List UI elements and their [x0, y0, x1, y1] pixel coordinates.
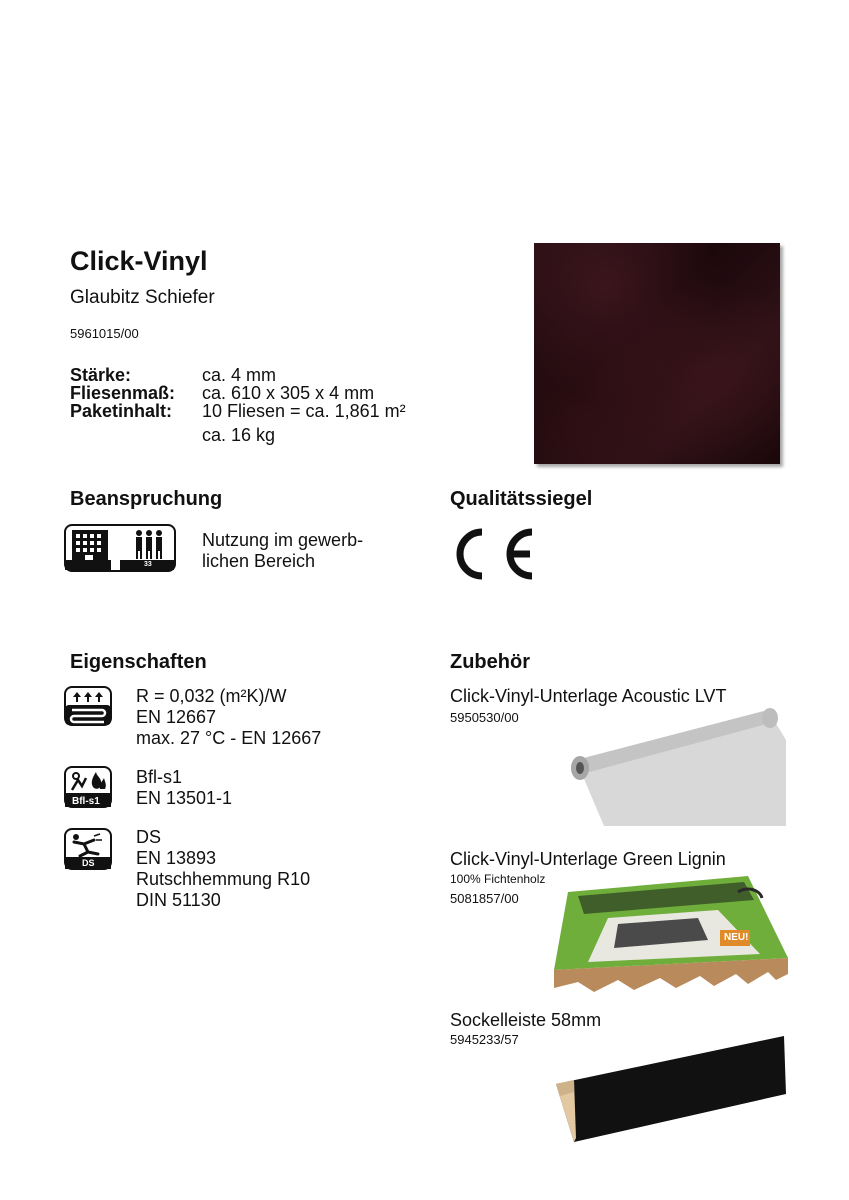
heating-properties: [136, 686, 321, 749]
spec-value: ca. 610 x 305 x 4 mm: [202, 383, 375, 403]
fire-class-icon-label: Bfl-s1: [72, 796, 100, 807]
eigenschaften-heading: Eigenschaften: [70, 651, 207, 673]
slip-icon-label: DS: [82, 858, 95, 868]
spec-value: ca. 4 mm: [202, 365, 277, 385]
accessory-name: Click-Vinyl-Unterlage Green Lignin: [450, 849, 726, 869]
spec-weight: ca. 16 kg: [202, 425, 276, 445]
spec-label: Paketinhalt:: [70, 401, 173, 421]
product-title: Click-Vinyl: [70, 246, 208, 276]
beanspruchung-line-2: lichen Bereich: [202, 551, 316, 571]
underfloor-heating-icon: [64, 686, 112, 722]
property-line: Bfl-s1: [136, 767, 183, 787]
accessory-number: 5081857/00: [450, 891, 519, 906]
beanspruchung-line-1: Nutzung im gewerb-: [202, 530, 364, 550]
accessory-number: 5945233/57: [450, 1032, 519, 1047]
underlay-roll-image: [560, 700, 786, 830]
accessory-number: 5950530/00: [450, 710, 519, 725]
usage-class-icon: [64, 524, 176, 572]
beanspruchung-heading: Beanspruchung: [70, 488, 223, 510]
fire-properties: [136, 767, 232, 809]
spec-value: 10 Fliesen = ca. 1,861 m²: [202, 401, 406, 421]
zubehoer-heading: Zubehör: [450, 651, 530, 673]
property-line: EN 13893: [136, 848, 217, 868]
accessory-note: 100% Fichtenholz: [450, 872, 546, 886]
usage-class-number: 33: [144, 561, 152, 568]
accessory-name: Click-Vinyl-Unterlage Acoustic LVT: [450, 686, 727, 706]
spec-label: Fliesenmaß:: [70, 383, 176, 403]
beanspruchung-text: [202, 530, 363, 572]
property-line: max. 27 °C - EN 12667: [136, 728, 322, 748]
product-swatch-image: [534, 243, 780, 464]
package-badge: NEU!: [724, 932, 749, 943]
ce-mark-icon: [444, 524, 536, 584]
fire-class-icon: [64, 766, 112, 807]
slip-properties: [136, 827, 310, 911]
spec-row-package: [70, 402, 406, 420]
property-line: Rutschhemmung R10: [136, 869, 311, 889]
property-line: DIN 51130: [136, 890, 221, 910]
property-line: EN 13501-1: [136, 788, 233, 808]
green-lignin-package-image: [548, 870, 788, 992]
accessory-name: Sockelleiste 58mm: [450, 1010, 602, 1030]
skirting-board-image: [552, 1034, 788, 1144]
property-line: DS: [136, 827, 162, 847]
spec-list: [70, 366, 406, 444]
property-line: EN 12667: [136, 707, 217, 727]
quality-heading: Qualitätssiegel: [450, 488, 593, 510]
article-number: 5961015/00: [70, 326, 139, 341]
spec-label: Stärke:: [70, 365, 132, 385]
slip-resistance-icon: [64, 828, 112, 868]
spec-row-tile-size: [70, 384, 406, 402]
product-subtitle: Glaubitz Schiefer: [70, 287, 215, 308]
property-line: R = 0,032 (m²K)/W: [136, 686, 287, 706]
spec-row-thickness: [70, 366, 406, 384]
